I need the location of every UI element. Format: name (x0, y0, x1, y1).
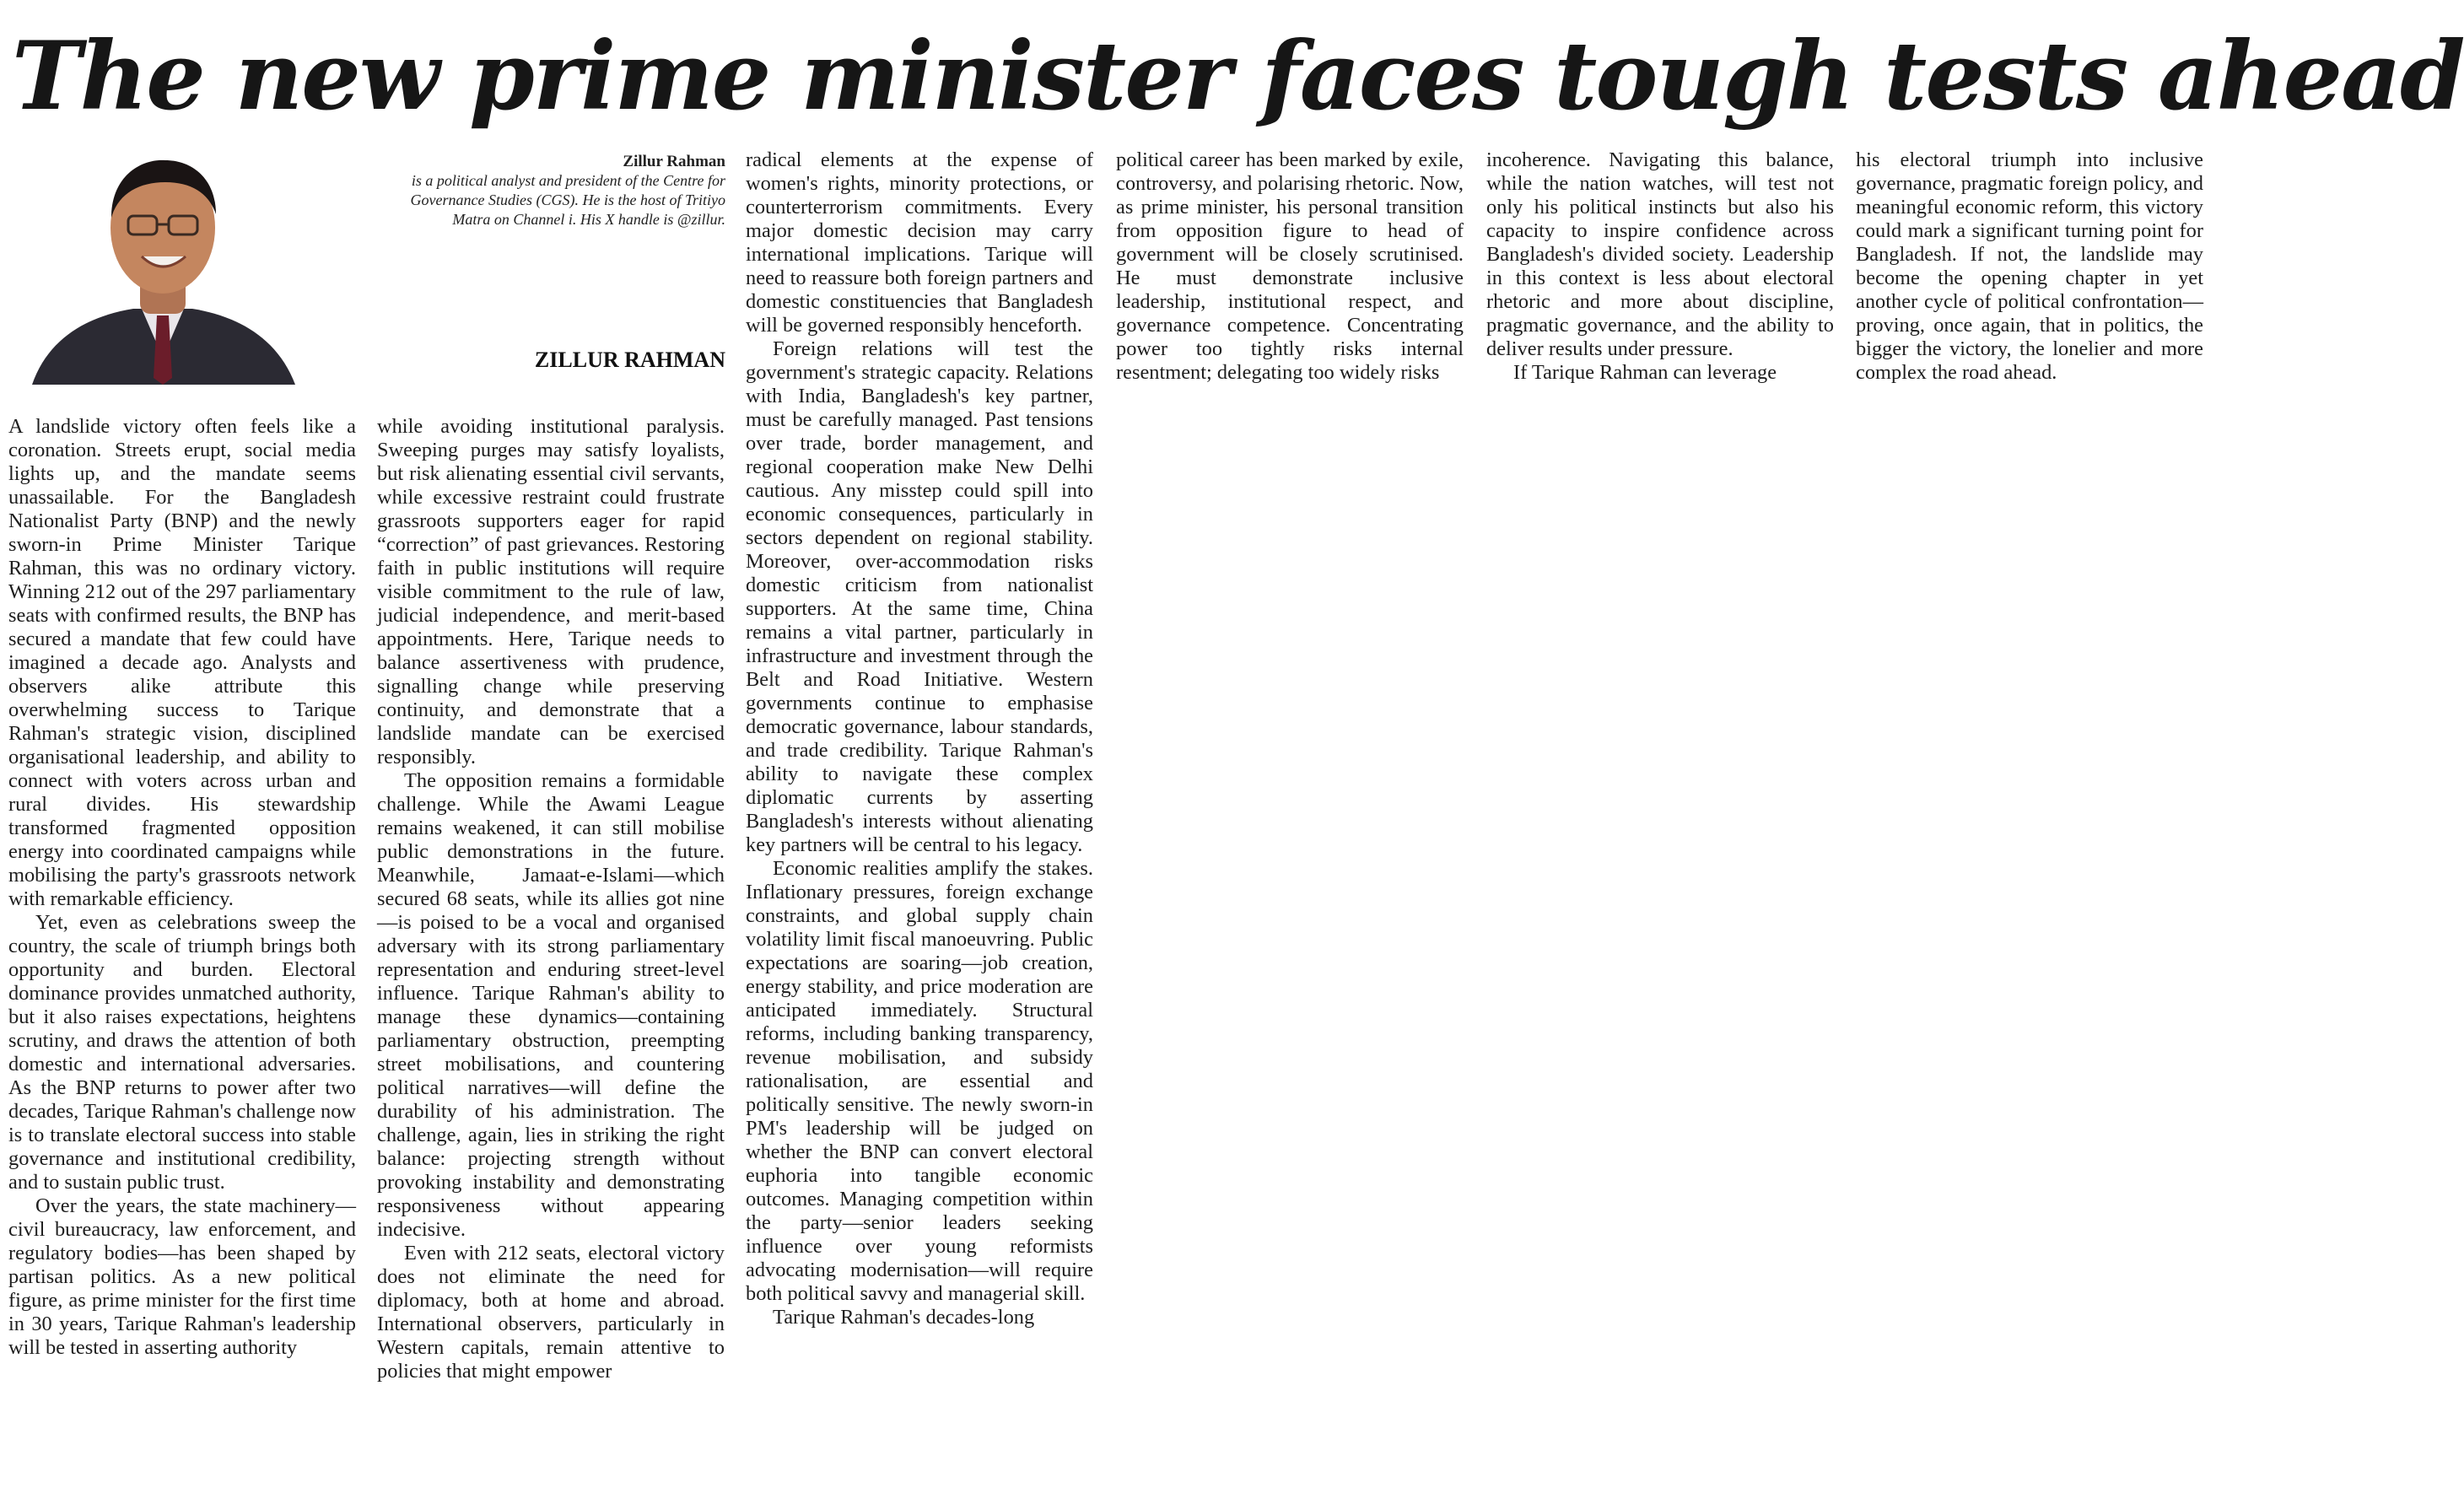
paragraph: incoherence. Navigating this balance, while the nation watches, will test not only his political instincts but also his capacity to inspire confidence across Bangladesh's divided society. Leadership in this context is less about electoral rhetoric and more about discipline, pragmatic governance, and the ability to deliver results under pressure. (1486, 148, 1834, 360)
article-column-1 (8, 415, 356, 1360)
paragraph: Economic realities amplify the stakes. Inflationary pressures, foreign exchange constraints, and global supply chain volatility limit fiscal manoeuvring. Public expectations are soaring—job creation, energy stability, and price moderation are anticipated immediately. Structural reforms, including banking transparency, revenue mobilisation, and subsidy rationalisation, are essential and politically sensitive. The newly sworn-in PM's leadership will be judged on whether the BNP can convert electoral euphoria into tangible economic outcomes. Managing competition within the party—senior leaders seeking influence over young reformists advocating modernisation—will require both political savvy and managerial skill. (746, 857, 1093, 1305)
paragraph: Foreign relations will test the government's strategic capacity. Relations with India, Bangladesh's key partner, must be carefully managed. Past tensions over trade, border management, and regional cooperation make New Delhi cautious. Any misstep could spill into economic consequences, particularly in sectors dependent on regional stability. Moreover, over-accommodation risks domestic criticism from nationalist supporters. At the same time, China remains a vital partner, particularly in infrastructure and investment through the Belt and Road Initiative. Western governments continue to emphasise democratic governance, labour standards, and trade credibility. Tarique Rahman's ability to navigate these complex diplomatic currents by asserting Bangladesh's interests without alienating key partners will be central to his legacy. (746, 337, 1093, 856)
paragraph: Even with 212 seats, electoral victory does not eliminate the need for diplomacy, both at home and abroad. International observers, particularly in Western capitals, remain attentive to policies that might empower (377, 1242, 725, 1383)
paragraph: Tarique Rahman's decades-long (773, 1306, 1035, 1329)
author-photo (24, 150, 302, 385)
paragraph: If Tarique Rahman can leverage (1513, 361, 1777, 384)
article-column-3 (746, 148, 1093, 1329)
paragraph: The opposition remains a formidable challenge. While the Awami League remains weakened, it can still mobilise public demonstrations in the future. Meanwhile, Jamaat-e-Islami—which secured 68 seats, while its allies got nine—is poised to be a vocal and organised adversary with its strong parliamentary representation and enduring street-level influence. Tarique Rahman's ability to manage these dynamics—containing parliamentary obstruction, preempting street mobilisations, and countering political narratives—will define the durability of his administration. The challenge, again, lies in striking the right balance: projecting strength without provoking instability and demonstrating responsiveness without appearing indecisive. (377, 769, 725, 1241)
paragraph: his electoral triumph into inclusive governance, pragmatic foreign policy, and meaningful economic reform, this victory could mark a significant turning point for Bangladesh. If not, the landslide may become the opening chapter in yet another cycle of political confrontation—proving, once again, that in politics, the bigger the victory, the lonelier and more complex the road ahead. (1856, 148, 2203, 384)
byline: ZILLUR RAHMAN (534, 348, 725, 372)
headline: The new prime minister faces tough tests ahead (12, 22, 2464, 132)
article-column-5 (1486, 148, 1834, 385)
author-bio (371, 152, 725, 229)
paragraph: while avoiding institutional paralysis. Sweeping purges may satisfy loyalists, but risk alienating essential civil servants, while excessive restraint could frustrate grassroots supporters eager for rapid “correction” of past grievances. Restoring faith in public institutions will require visible commitment to the rule of law, judicial independence, and merit-based appointments. Here, Tarique needs to balance assertiveness with prudence, signalling change while preserving continuity, and demonstrate that a landslide mandate can be exercised responsibly. (377, 415, 725, 768)
author-bio-text: is a political analyst and president of the Centre for Governance Studies (CGS). He is the host of Tritiyo Matra on Channel i. His X handle is @zillur. (410, 172, 725, 228)
paragraph: Yet, even as celebrations sweep the country, the scale of triumph brings both opportunity and burden. Electoral dominance provides unmatched authority, but it also raises expectations, heightens scrutiny, and draws the attention of both domestic and international adversaries. As the BNP returns to power after two decades, Tarique Rahman's challenge now is to translate electoral success into stable governance and institutional credibility, and to sustain public trust. (8, 911, 356, 1194)
paragraph: A landslide victory often feels like a coronation. Streets erupt, social media lights up, and the mandate seems unassailable. For the Bangladesh Nationalist Party (BNP) and the newly sworn-in Prime Minister Tarique Rahman, this was no ordinary victory. Winning 212 out of the 297 parliamentary seats with confirmed results, the BNP has secured a mandate that few could have imagined a decade ago. Analysts and observers alike attribute this overwhelming success to Tarique Rahman's strategic vision, disciplined organisational leadership, and ability to connect with voters across urban and rural divides. His stewardship transformed fragmented opposition energy into coordinated campaigns while mobilising the party's grassroots network with remarkable efficiency. (8, 415, 356, 910)
paragraph: Over the years, the state machinery—civil bureaucracy, law enforcement, and regulatory bodies—has been shaped by partisan politics. As a new political figure, as prime minister for the first time in 30 years, Tarique Rahman's leadership will be tested in asserting authority (8, 1194, 356, 1359)
article-column-2 (377, 415, 725, 1383)
author-name: Zillur Rahman (623, 153, 725, 170)
article-column-4 (1116, 148, 1464, 385)
paragraph: radical elements at the expense of women's rights, minority protections, or counterterrorism commitments. Every major domestic decision may carry international implications. Tarique will need to reassure both foreign partners and domestic constituencies that Bangladesh will be governed responsibly henceforth. (746, 148, 1093, 337)
paragraph: political career has been marked by exile, controversy, and polarising rhetoric. Now, as prime minister, his personal transition from opposition figure to head of government will be closely scrutinised. He must demonstrate inclusive leadership, institutional respect, and governance competence. Concentrating power too tightly risks internal resentment; delegating too widely risks (1116, 148, 1464, 384)
article-column-6 (1856, 148, 2203, 385)
